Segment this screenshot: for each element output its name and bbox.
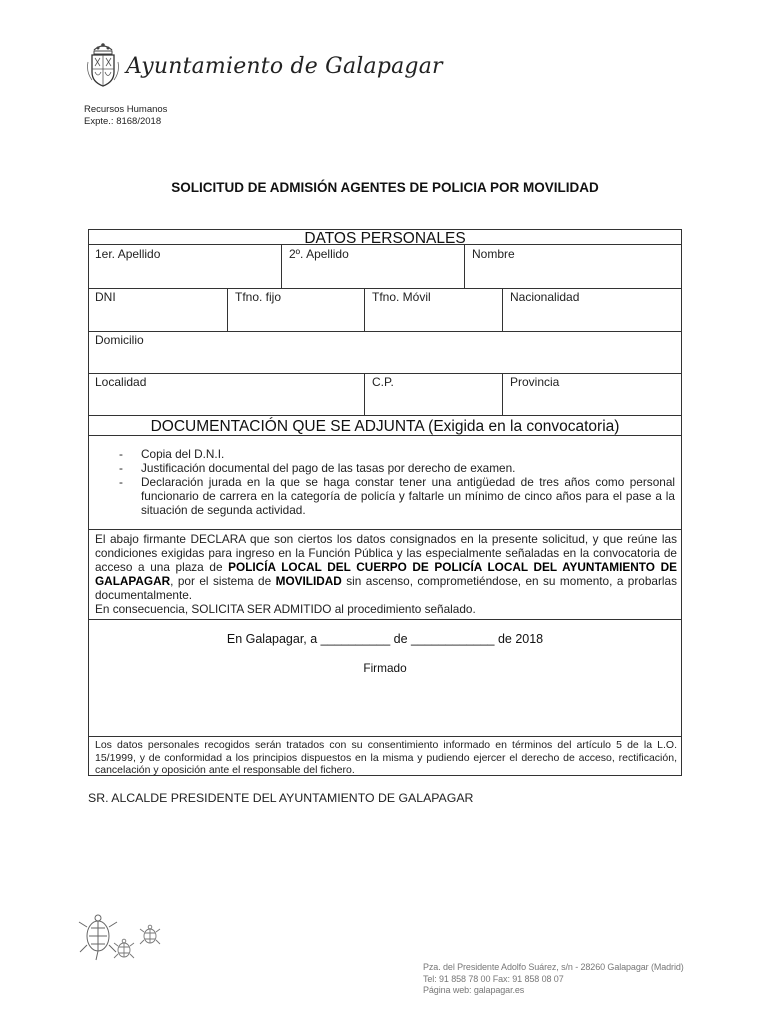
expediente-label: Expte.: 8168/2018 <box>84 116 162 127</box>
footer-address: Pza. del Presidente Adolfo Suárez, s/n - 28260 Galapagar (Madrid) <box>423 962 684 972</box>
list-item: - Justificación documental del pago de las tasas por derecho de examen. <box>119 461 516 475</box>
declaration-text: El abajo firmante DECLARA que son ciertos los datos consignados en la presente solicitud, y que reúne las condiciones exigidas para ingreso en la Función Pública y las especialmente señaladas en la convocatoria de acceso a una plaza de POLICÍA LOCAL DEL CUERPO DE POLICÍA LOCAL DEL AYUNTAMIENTO DE GALAPAGAR, por el sistema de MOVILIDAD sin ascenso, comprometiéndose, en su momento, a probarlas documentalmente. En consecuencia, SOLICITA SER ADMITIDO al procedimiento señalado. <box>95 532 677 616</box>
documentation-heading: DOCUMENTACIÓN QUE SE ADJUNTA (Exigida en la convocatoria) <box>150 418 620 435</box>
mobile-field[interactable]: Tfno. Móvil <box>372 290 431 304</box>
footer-phone: Tel: 91 858 78 00 Fax: 91 858 08 07 <box>423 973 564 984</box>
personal-data-heading: DATOS PERSONALES <box>304 230 466 247</box>
list-item: - Copia del D.N.I. <box>119 447 225 461</box>
turtles-icon <box>74 910 164 966</box>
postal-code-field[interactable]: C.P. <box>372 375 394 389</box>
application-form <box>88 229 682 776</box>
province-field[interactable]: Provincia <box>510 375 560 389</box>
signature-label: Firmado <box>363 661 407 675</box>
first-surname-field[interactable]: 1er. Apellido <box>95 247 161 261</box>
footer-contact <box>423 962 684 997</box>
name-field[interactable]: Nombre <box>472 247 515 261</box>
footer-web: Página web: galapagar.es <box>423 985 525 995</box>
place-date-line[interactable]: En Galapagar, a __________ de ____________ de 2018 <box>226 632 544 646</box>
second-surname-field[interactable]: 2º. Apellido <box>289 247 349 261</box>
form-title: SOLICITUD DE ADMISIÓN AGENTES DE POLICIA POR MOVILIDAD <box>171 180 599 195</box>
list-item: - Declaración jurada en la que se haga constar tener una antigüedad de tres años como personal funcionario de carrera en la categoría de policía y faltarle un mínimo de cinco años para el pase a la situación de segunda actividad. <box>119 475 675 517</box>
privacy-notice: Los datos personales recogidos serán tratados con su consentimiento informado en términos del artículo 5 de la L.O. 15/1999, y de conformidad a los principios dispuestos en la misma y pudiendo ejercer el derecho de acceso, rectificación, cancelación y oposición ante el responsable del fichero. <box>95 739 677 776</box>
addressee-line: SR. ALCALDE PRESIDENTE DEL AYUNTAMIENTO DE GALAPAGAR <box>88 791 474 805</box>
request-statement: En consecuencia, SOLICITA SER ADMITIDO al procedimiento señalado. <box>95 602 476 616</box>
dni-field[interactable]: DNI <box>95 290 116 304</box>
documentation-list <box>119 447 675 517</box>
department-label: Recursos Humanos <box>84 104 168 115</box>
nationality-field[interactable]: Nacionalidad <box>510 290 580 304</box>
address-field[interactable]: Domicilio <box>95 333 144 347</box>
locality-field[interactable]: Localidad <box>95 375 147 389</box>
landline-field[interactable]: Tfno. fijo <box>235 290 282 304</box>
department-block <box>84 104 167 128</box>
municipality-name: Ayuntamiento de Galapagar <box>126 54 443 79</box>
coat-of-arms-icon <box>86 42 120 88</box>
